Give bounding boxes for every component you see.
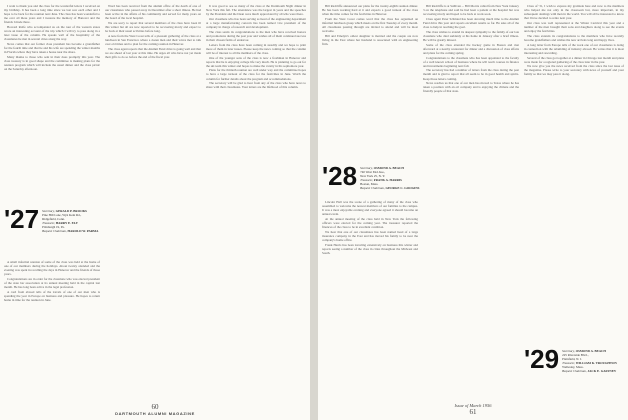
class-29-treasurer-name: WILLIAM K. TROUGHTON xyxy=(575,361,617,366)
left-page-col-1: I want to thank you and the class for the wonderful letters I received on my birthday. It has been a long time since we last saw each other and I hope to be back for the reunion next June. The class has been wonderful to me over all these years and I treasure the memory of Hanover and the friends I made there. Howard Rolfe who accompanied us on the tour of the western states wrote an interesting account of the trip which I will try to pass along in a later issue of the column. He speaks well of the hospitality of the classmates he met in several cities along the way. News comes that our former class president has become a grandfather for the fourth time and that he and his wife are spending the winter months in Florida where they have taken a house near the shore. Many thanks to those who sent in their dues promptly this year. The class treasury is in good shape and the committee is making plans for the reunion program which will include the usual dinner and the class picnic on the Saturday afternoon. xyxy=(4,4,100,72)
left-page-number: 60 xyxy=(151,403,159,411)
class-27-secretary-label: Secretary, xyxy=(42,209,55,213)
class-29-numeral: '29 xyxy=(524,344,560,374)
page-gutter xyxy=(310,0,318,420)
class-27-heading xyxy=(4,204,104,234)
class-29-secretary-label: Secretary, xyxy=(562,349,575,353)
left-page-footer xyxy=(0,403,310,416)
class-29-treasurer-addr: Wellesley, Mass. xyxy=(562,365,584,370)
class-29-agent-label: Bequest Chairman, xyxy=(562,369,587,374)
class-28-officers xyxy=(360,165,422,191)
class-29-secretary-name: OSMOND A. BEACH xyxy=(575,349,606,353)
right-page-col-2: Bill Radcliffe is at Sullivan ... Bill Morris called from New York January 3 on the telephone and said he had been a patient at the hospital but was recovering nicely and hoped to be back at work soon. Class agent Peter Schmied has been devoting much time to the Alumni Fund drive this year and reports excellent results so far. He asks all of the class to help in reaching the goal. The class wishes to extend its deepest sympathy to the family of our late classmate who died suddenly at his home in January after a brief illness. He will be greatly missed. Some of the class attended the hockey game in Boston and met afterward at a nearby restaurant for dinner and a discussion of class affairs and plans for the coming spring. Congratulations to the classmate who has been appointed to the faculty of a well known school of business where he will teach courses in finance and investments beginning next fall. The secretary has had a number of letters from the class during the past month and is glad to report that all seem to be in good health and spirits. Keep those letters coming. News reaches us that one of our men has moved to Texas where he has taken a position with an oil company and is enjoying the climate and the friendly people of that state. xyxy=(423,4,519,94)
left-page xyxy=(0,0,310,420)
class-27-treasurer-label: Treasurer, xyxy=(42,221,55,226)
right-page xyxy=(318,0,628,420)
class-28-treasurer-addr: Boston, Mass. xyxy=(360,182,379,187)
class-27-officers xyxy=(42,208,104,234)
class-28-agent-label: Bequest Chairman, xyxy=(360,186,385,191)
class-27-numeral: '27 xyxy=(4,204,40,234)
class-28-heading xyxy=(322,161,422,191)
right-page-col-1: Bill Radcliffe announced our plans for the twenty-eighth reunion dinner. He has been working hard at it and expects a good turnout of the class when the time comes for the festivities in Hanover. From the West Coast comes word that the class has organized an informal luncheon group which meets on the first Tuesday of every month. All classmates passing through are invited to attend and will be most welcome. Bill and Emelyn's oldest daughter is married and the couple are now living in the East where her husband is associated with an engineering firm. xyxy=(322,4,418,47)
class-27-treasurer-name: HARRY E. ELY xyxy=(55,221,78,226)
class-28-secretary-name: OSMOND A. BEACH xyxy=(373,166,404,170)
left-page-col-2: Word has been received from the alumni office of the death of one of our classmates who passed away in December after a short illness. He had been active in the affairs of his community and served for many years on the board of the local hospital. We are sorry to report that several members of the class have been ill this winter but all are now reported to be recovering nicely and expect to be back at their usual activities before long. A note from the West Coast tells of a pleasant gathering of the class at a luncheon in San Francisco where a dozen men and their wives met to talk over old times and to plan for the coming reunion in Hanover. The class agent reports that the Alumni Fund drive is going well and that we are ahead of last year at this time. He urges all who have not yet made their gifts to do so before the end of the fiscal year. xyxy=(105,4,201,59)
class-27-secretary-name: GERALD P. BROOKS xyxy=(55,209,87,213)
right-page-issue: Issue of March 1956 xyxy=(454,403,492,408)
left-page-col-3: It was good to see so many of the class at the Dartmouth Night dinner in New York this fall. The attendance was the largest in years and the speeches by the President and the Dean were much appreciated by all who were there. Our classmate who has been serving as head of the engineering department at a large manufacturing concern has been named vice president of the company in charge of research and development. The class sends its congratulations to the men who have received honors and promotions during the past year and wishes all of them continued success in their chosen fields of endeavor. Letters from the class have been coming in steadily and we hope to print more of them in later issues. Please keep the news coming so that the column will be of interest to all the members of the class. One of the younger sons of the class is now a freshman in Hanover and reports that he is enjoying college life very much. He is planning to go out for the ski team this winter and hopes to make the varsity in his sophomore year. Plans for the thirtieth reunion are well under way and the committee hopes to have a large turnout of the class for the festivities in June. Watch the column for further details about the program and accommodations. The secretary will be glad to hear from any of the class who have news to share with their classmates. Your letters are the lifeblood of this column. xyxy=(206,4,306,90)
class-29-secretary-addr-2: Plainfield, N. J. xyxy=(562,357,583,362)
class-28-secretary-addr-2: New York 25, N. Y. xyxy=(360,174,386,179)
class-27-agent-name: HAROLD W. PARMA xyxy=(67,229,99,234)
right-page-col-3: Class of '31, I wish to express my gratitude here and now to the members who helped me not only in the classroom but, more important, in my subsequent dealings with men in the world. You will all be interested to know that I have decided to retire next year. Our class was well represented at the Winter Carnival this year and a number of the men brought their sons and daughters along to see the events and enjoy the festivities. The class extends its congratulations to the members who have recently become grandfathers and wishes the new arrivals long and happy lives. A long letter from Europe tells of the work one of our classmates is doing in connection with the rebuilding of industry abroad. He writes that it is most interesting and rewarding. Several of the class got together at a dinner in Chicago last month and plans were made for a regional gathering of the class later in the year. We now give you the news received from the class since the last issue of the magazine. Please write to your secretary with news of yourself and your family so that we may pass it along. xyxy=(524,4,624,77)
class-27-treasurer-addr: Pittsburgh 19, Pa. xyxy=(42,225,65,230)
class-29-secretary-addr-1: 225 Riverside Blvd., xyxy=(562,353,589,358)
class-29-officers xyxy=(562,348,624,374)
class-27-agent-label: Bequest Chairman, xyxy=(42,229,67,234)
class-27-secretary-addr-2: Ridgefield, Conn. xyxy=(42,217,65,222)
class-28-secretary-label: Secretary, xyxy=(360,166,373,170)
right-page-number: 61 xyxy=(469,408,477,416)
class-27-secretary-addr-1: Pine Hill Lane, Wyn Kent Rd., xyxy=(42,213,82,218)
class-28-treasurer-name: FRANK A. HARRIS xyxy=(373,178,402,183)
class-29-heading xyxy=(524,344,624,374)
class-29-treasurer-label: Treasurer, xyxy=(562,361,575,366)
class-29-agent-name: JACK E. GAFFNEY xyxy=(587,369,617,374)
class-28-numeral: '28 xyxy=(322,161,358,191)
right-page-col-1b: Lincoln Hall was the scene of a gathering of many of the class who assembled to welcome the newest members of our families to the campus. It was a most enjoyable evening and everyone agreed it should become an annual event. At the annual meeting of the class held in New York the following officers were elected for the coming year. The treasurer reported the finances of the class to be in excellent condition. We hear that one of our classmates has been named head of a large insurance company in the East and has moved his family to be near the company's home office. Frank Harris has been traveling extensively on business this winter and reports seeing a number of the class in cities throughout the Midwest and South. xyxy=(322,200,418,255)
left-page-col-1b: A small informal reunion of some of the class was held at the home of one of our members during the holidays. About twenty attended and the evening was spent in recalling the days in Hanover and the friends of those years. Congratulations are in order for the classmate who was elected president of the state bar association at its annual meeting held in the capital last month. He has long been active in the legal profession. A card from abroad tells of the travels of one of our men who is spending the year in Europe on business and pleasure. He hopes to return home in time for the reunion in June. xyxy=(4,260,100,303)
left-page-publication: DARTMOUTH ALUMNI MAGAZINE xyxy=(115,411,195,416)
class-28-agent-name: GEORGE C. GOOGINS xyxy=(385,186,420,191)
right-page-footer xyxy=(318,403,628,416)
class-28-treasurer-label: Treasurer, xyxy=(360,178,373,183)
class-28-secretary-addr-1: 740 West End Ave., xyxy=(360,170,386,175)
